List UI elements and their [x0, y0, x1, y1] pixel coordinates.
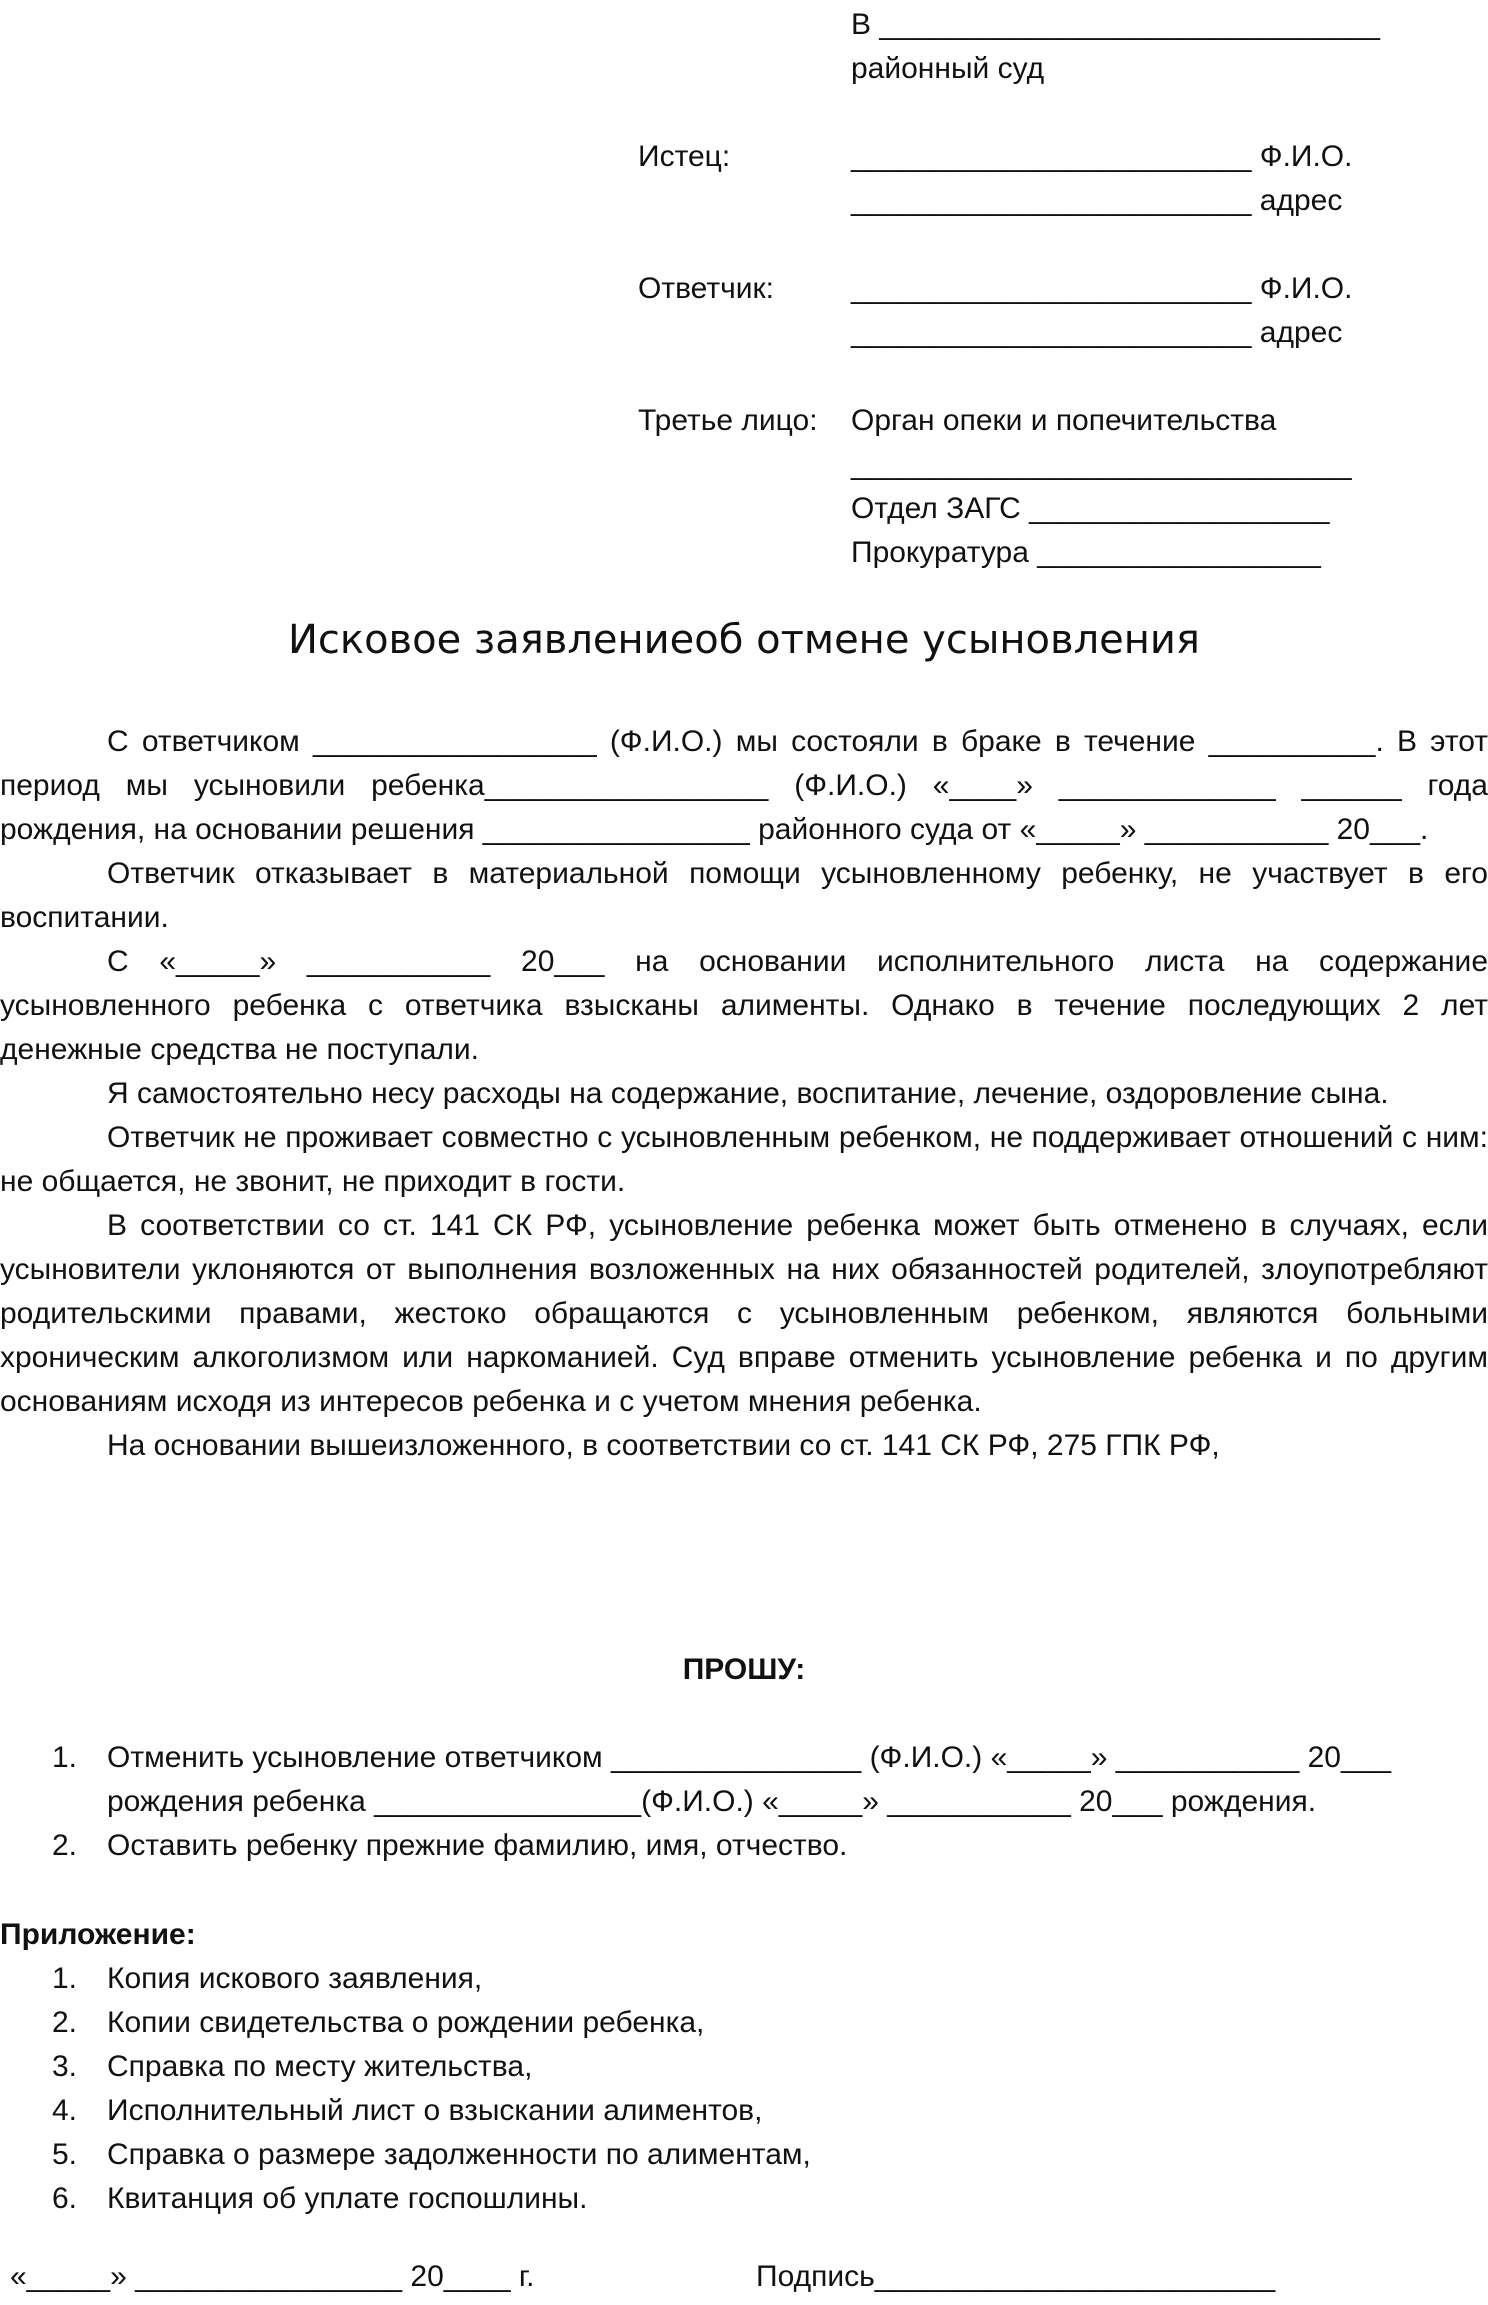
defendant-label: Ответчик: — [638, 272, 774, 305]
date-line: «_____» ________________ 20____ г. — [10, 2260, 535, 2293]
list-text: Оставить ребенку прежние фамилию, имя, отчество. — [107, 1829, 848, 1862]
paragraph: В соответствии со ст. 141 СК РФ, усыновление ребенка может быть отменено в случаях, если усыновители уклоняются от выполнения возложенных на них обязанностей родителей, злоупотребляют родительскими правами, жестоко обращаются с усыновленным ребенком, являются больными хроническим алкоголизмом или наркоманией. Суд вправе отменить усыновление ребенка и по другим основаниям исходя из интересов ребенка и с учетом мнения ребенка. — [0, 1209, 1488, 1418]
list-number: 4. — [52, 2094, 78, 2127]
list-item — [0, 1736, 1488, 1824]
signature-line: Подпись________________________ — [756, 2260, 1276, 2293]
list-item — [0, 2133, 1488, 2177]
third-party-registry: Отдел ЗАГС __________________ — [851, 492, 1330, 525]
list-text: Копия искового заявления, — [107, 1962, 483, 1995]
paragraph: На основании вышеизложенного, в соответствии со ст. 141 СК РФ, 275 ГПК РФ, — [107, 1429, 1220, 1462]
plaintiff-address-line: ________________________ адрес — [851, 184, 1343, 217]
list-text: Справка о размере задолженности по алиментам, — [107, 2138, 811, 2171]
list-text: Отменить усыновление ответчиком _______________ (Ф.И.О.) «_____» ___________ 20___ рождения ребенка ________________(Ф.И.О.) «_____» ___________ 20___ рождения. — [107, 1741, 1392, 1818]
list-number: 3. — [52, 2050, 78, 2083]
defendant-address-line: ________________________ адрес — [851, 316, 1343, 349]
list-item — [0, 2001, 1488, 2045]
third-party-guardianship-line: ______________________________ — [851, 448, 1352, 481]
plaintiff-name-line: ________________________ Ф.И.О. — [851, 140, 1353, 173]
appendix-heading: Приложение: — [0, 1918, 196, 1951]
list-number: 5. — [52, 2138, 78, 2171]
list-item — [0, 2045, 1488, 2089]
list-text: Квитанция об уплате госпошлины. — [107, 2182, 588, 2215]
request-heading: ПРОШУ: — [682, 1653, 806, 1686]
request-list — [0, 1736, 1488, 1868]
paragraph: С ответчиком _________________ (Ф.И.О.) мы состояли в браке в течение __________. В этот период мы усыновили ребенка_________________ (Ф.И.О.) «____» _____________ ______ года рождения, на основании решения ________________ районного суда от «_____» ___________ 20___. — [0, 725, 1488, 846]
third-party-prosecutor: Прокуратура _________________ — [851, 536, 1321, 569]
list-item — [0, 2177, 1488, 2221]
list-number: 1. — [52, 1741, 78, 1774]
claim-body — [0, 720, 1488, 1468]
plaintiff-label: Истец: — [638, 140, 731, 173]
defendant-name-line: ________________________ Ф.И.О. — [851, 272, 1353, 305]
list-item — [0, 2089, 1488, 2133]
list-text: Копии свидетельства о рождении ребенка, — [107, 2006, 705, 2039]
third-party-guardianship: Орган опеки и попечительства — [851, 404, 1277, 437]
paragraph: Ответчик не проживает совместно с усыновленным ребенком, не поддерживает отношений с ним: не общается, не звонит, не приходит в гости. — [0, 1121, 1488, 1198]
paragraph: Я самостоятельно несу расходы на содержание, воспитание, лечение, оздоровление сына. — [107, 1077, 1389, 1110]
list-number: 6. — [52, 2182, 78, 2215]
paragraph: Ответчик отказывает в материальной помощи усыновленному ребенку, не участвует в его воспитании. — [0, 857, 1488, 934]
list-item — [0, 1957, 1488, 2001]
list-number: 2. — [52, 2006, 78, 2039]
list-number: 2. — [52, 1829, 78, 1862]
court-name: районный суд — [851, 52, 1045, 85]
appendix-list — [0, 1957, 1488, 2221]
document-title: Исковое заявлениеоб отмене усыновления — [288, 617, 1200, 663]
list-number: 1. — [52, 1962, 78, 1995]
list-text: Справка по месту жительства, — [107, 2050, 533, 2083]
paragraph: С «_____» ___________ 20___ на основании исполнительного листа на содержание усыновленного ребенка с ответчика взысканы алименты. Однако в течение последующих 2 лет денежные средства не поступали. — [0, 945, 1488, 1066]
court-line: В ______________________________ — [851, 8, 1380, 41]
list-text: Исполнительный лист о взыскании алиментов, — [107, 2094, 763, 2127]
third-party-label: Третье лицо: — [638, 404, 818, 437]
list-item — [0, 1824, 1488, 1868]
